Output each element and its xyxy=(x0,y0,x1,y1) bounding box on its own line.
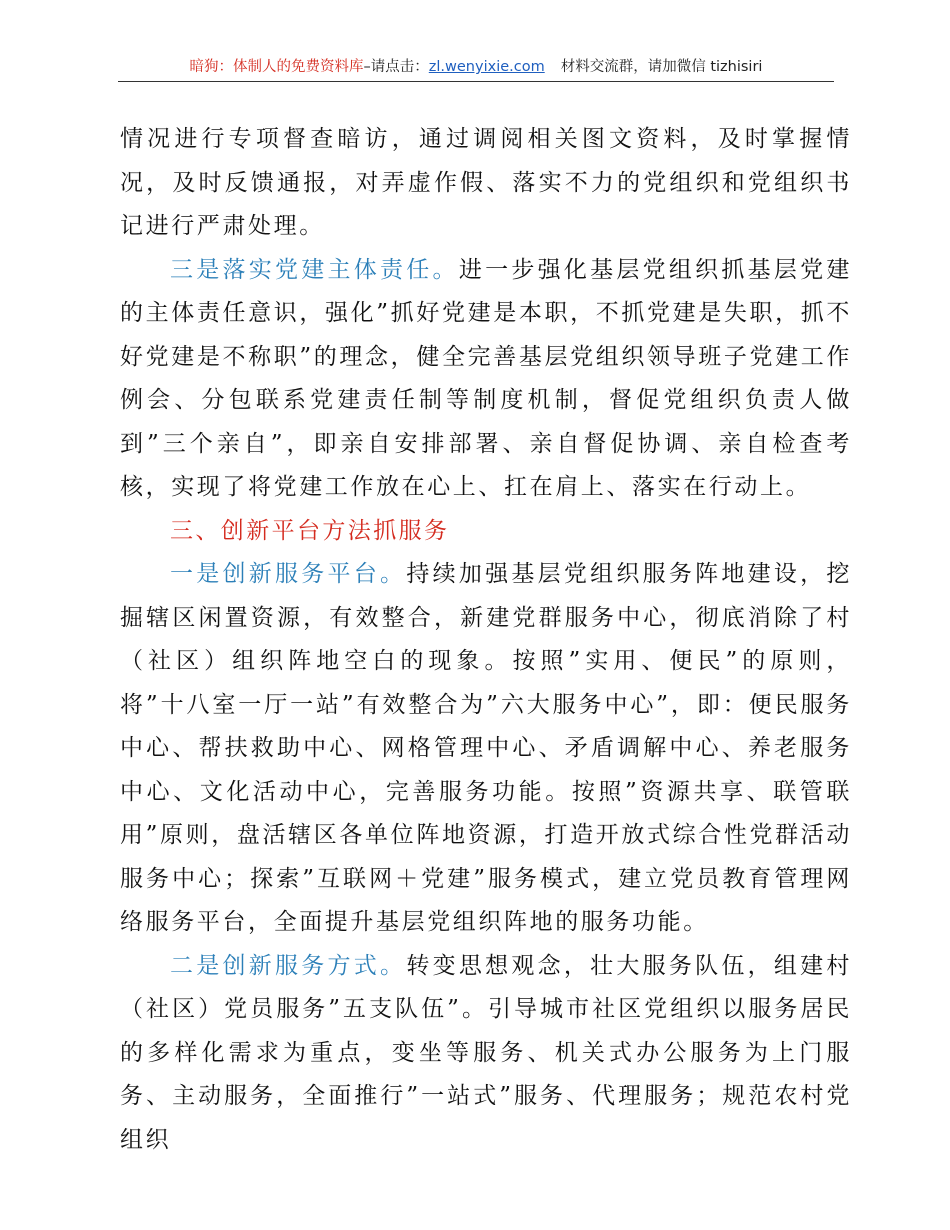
header-divider xyxy=(118,81,834,82)
page-header xyxy=(120,56,832,78)
paragraph-text: 转变思想观念，壮大服务队伍，组建村（社区）党员服务”五支队伍”。引导城市社区党组织以服务居民的多样化需求为重点，变坐等服务、机关式办公服务为上门服务、主动服务，全面推行”一站式”服务、代理服务；规范农村党组织 xyxy=(120,952,853,1153)
paragraph-lead: 三是落实党建主体责任。 xyxy=(170,256,459,283)
paragraph-lead: 一是创新服务平台。 xyxy=(170,561,407,587)
paragraph-service-method xyxy=(120,945,852,1163)
header-link[interactable]: zl.wenyixie.com xyxy=(428,59,545,75)
paragraph-continuation: 情况进行专项督查暗访，通过调阅相关图文资料，及时掌握情况，及时反馈通报，对弄虚作假、落实不力的党组织和党组织书记进行严肃处理。 xyxy=(120,126,852,239)
paragraph-responsibility xyxy=(120,249,852,510)
paragraph-service-platform xyxy=(120,553,852,945)
section-heading: 三、创新平台方法抓服务 xyxy=(170,517,450,544)
header-group-text: 材料交流群，请加微信 tizhisiri xyxy=(560,59,763,75)
header-site-name: 暗狗：体制人的免费资料库 xyxy=(189,59,364,75)
paragraph-text: 持续加强基层党组织服务阵地建设，挖掘辖区闲置资源，有效整合，新建党群服务中心，彻底消除了村（社区）组织阵地空白的现象。按照”实用、便民”的原则，将”十八室一厅一站”有效整合为”六大服务中心”，即：便民服务中心、帮扶救助中心、网格管理中心、矛盾调解中心、养老服务中心、文化活动中心，完善服务功能。按照”资源共享、联管联用”原则，盘活辖区各单位阵地资源，打造开放式综合性党群活动服务中心；探索”互联网＋党建”服务模式，建立党员教育管理网络服务平台，全面提升基层党组织阵地的服务功能。 xyxy=(120,561,853,935)
paragraph-text: 进一步强化基层党组织抓基层党建的主体责任意识，强化”抓好党建是本职，不抓党建是失职，抓不好党建是不称职”的理念，健全完善基层党组织领导班子党建工作例会、分包联系党建责任制等制度机制，督促党组织负责人做到”三个亲自”，即亲自安排部署、亲自督促协调、亲自检查考核，实现了将党建工作放在心上、扛在肩上、落实在行动上。 xyxy=(120,256,852,500)
header-prompt: –请点击： xyxy=(363,59,429,75)
document-body xyxy=(120,118,852,1162)
paragraph-lead: 二是创新服务方式。 xyxy=(170,952,407,979)
